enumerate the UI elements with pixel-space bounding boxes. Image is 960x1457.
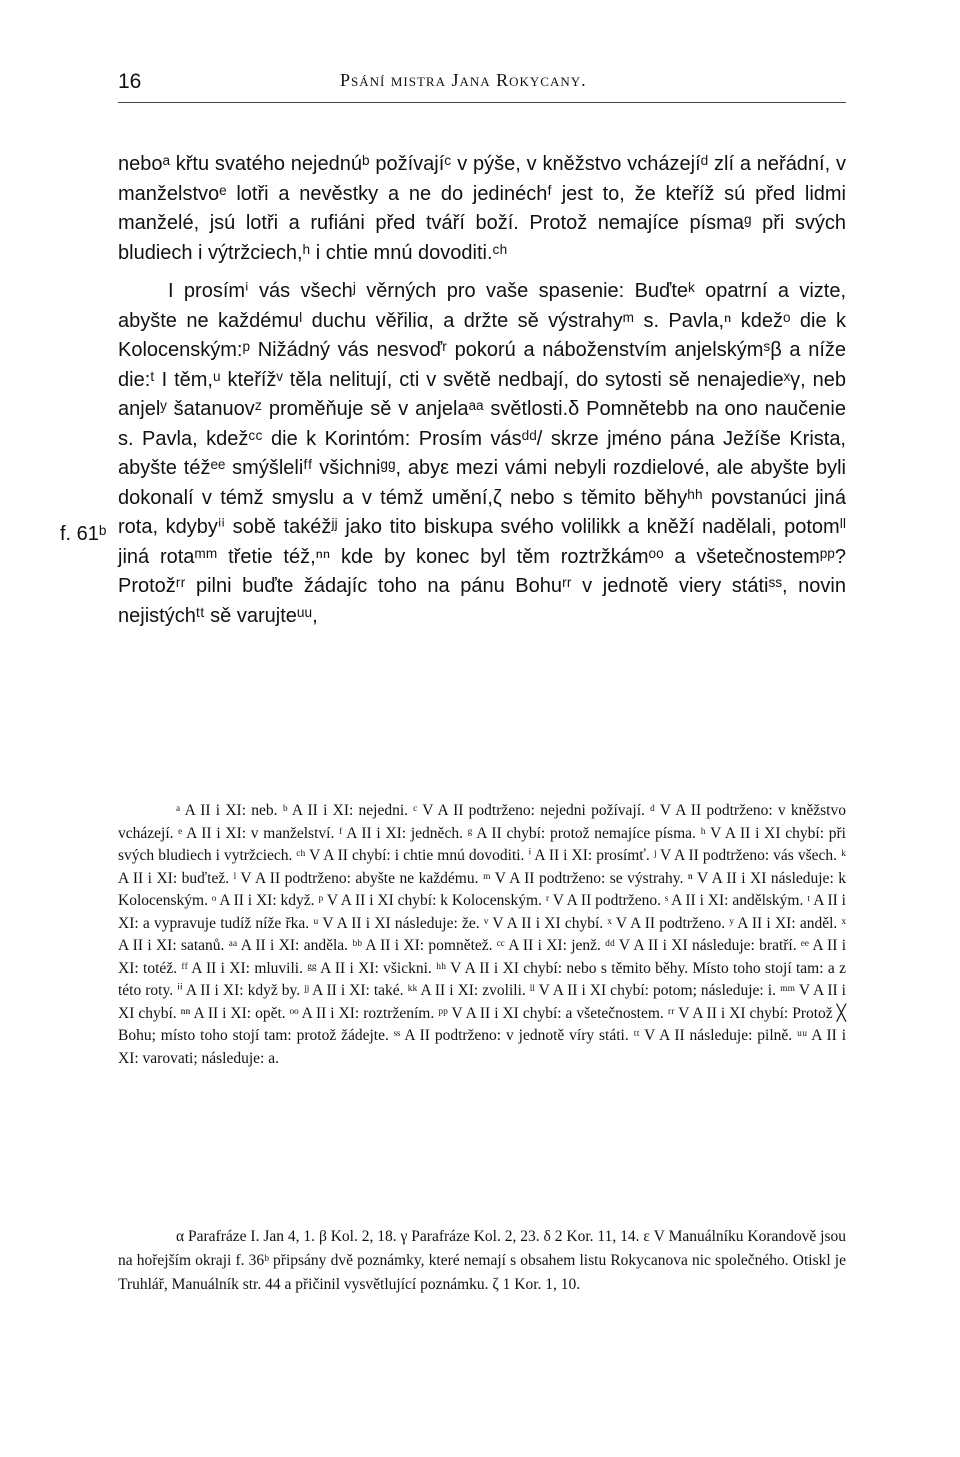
- page-number: 16: [118, 70, 142, 93]
- main-text: [118, 150, 846, 631]
- header-rule: [118, 102, 846, 103]
- paragraph-1: neboᵃ křtu svatého nejednúᵇ požívajíᶜ v pýše, v kněžstvo vcházejíᵈ zlí a neřádní, v manželstvoᵉ lotři a nevěstky a ne do jedinéchᶠ jest to, že kteříž sú před lidmi manželé, jsú lotři a rufiáni před tváří boží. Protož nemajíce písmaᵍ při svých bludiech i výtržciech,ʰ i chtie mnú dovoditi.ᶜʰ: [118, 153, 846, 264]
- critical-apparatus: [118, 800, 846, 1070]
- paragraph-2: I prosímⁱ vás všechʲ věrných pro vaše spasenie: Buďteᵏ opatrní a vizte, abyšte ne každémuˡ duchu věřiliα, a držte sě výstrahyᵐ s. Pavla,ⁿ kdežᵒ die k Kolocenským:ᵖ Nižádný vás nesvoďʳ pokorú a náboženstvím anjelskýmˢβ a níže die:ᵗ I těm,ᵘ kteřížᵛ těla nelitují, cti v světě nedbají, do sytosti sě nenajedieˣγ, neb anjelʸ šatanuovᶻ proměňuje sě v anjelaᵃᵃ světlosti.δ Pomnětebb na ono naučenie s. Pavla, kdežᶜᶜ die k Korintóm: Prosím vásᵈᵈ/ skrze jméno pána Ježíše Krista, abyšte téžᵉᵉ smýšleliᶠᶠ všichniᵍᵍ, abyε mezi vámi nebyli rozdielové, ale abyšte byli dokonalí v témž smyslu a v témž umění,ζ nebo s těmito běhyʰʰ povstanúci jiná rota, kdybyⁱⁱ sobě takéžʲʲ jako tito biskupa svého volilikk a kněží nadělali, potomˡˡ jiná rotaᵐᵐ třetie též,ⁿⁿ kde by konec byl těm roztržkámᵒᵒ a všetečnostemᵖᵖ? Protožʳʳ pilni buďte žádajíc toho na pánu Bohuʳʳ v jednotě viery státiˢˢ, novin nejistýchᵗᵗ sě varujteᵘᵘ,: [118, 280, 846, 627]
- footnotes-text: ᵃ A II i XI: neb. ᵇ A II i XI: nejedni. ᶜ V A II podtrženo: nejedni požívají. ᵈ V A II podtrženo: v kněžstvo vcházejí. ᵉ A II i XI: v manželství. ᶠ A II i XI: jedněch. ᵍ A II chybí: protož nemajíce písma. ʰ V A II i XI chybí: při svých bludiech i vytržciech. ᶜʰ V A II chybí: i chtie mnú dovoditi. ⁱ A II i XI: prosímť. ʲ V A II podtrženo: vás všech. ᵏ A II i XI: buďtež. ˡ V A II podtrženo: abyšte ne každému. ᵐ V A II podtrženo: se výstrahy. ⁿ V A II i XI následuje: k Kolocenským. ᵒ A II i XI: když. ᵖ V A II i XI chybí: k Kolocenským. ʳ V A II podtrženo. ˢ A II i XI: andělským. ᵗ A II i XI: a vypravuje tudíž níže řka. ᵘ V A II i XI následuje: že. ᵛ V A II i XI chybí. ˣ V A II podtrženo. ʸ A II i XI: anděl. ˣ A II i XI: satanů. ᵃᵃ A II i XI: anděla. ᵇᵇ A II i XI: pomnětež. ᶜᶜ A II i XI: jenž. ᵈᵈ V A II i XI následuje: bratří. ᵉᵉ A II i XI: totéž. ᶠᶠ A II i XI: mluvili. ᵍᵍ A II i XI: všickni. ʰʰ V A II i XI chybí: nebo s těmito běhy. Místo toho stojí tam: a z této roty. ⁱⁱ A II i XI: když by. ʲʲ A II i XI: také. ᵏᵏ A II i XI: zvolili. ˡˡ V A II i XI chybí: potom; následuje: i. ᵐᵐ V A II i XI chybí. ⁿⁿ A II i XI: opět. ᵒᵒ A II i XI: roztržením. ᵖᵖ V A II i XI chybí: a všetečnostem. ʳʳ V A II i XI chybí: Protož ╳ Bohu; místo toho stojí tam: protož žádejte. ˢˢ A II podtrženo: v jednotě víry státi. ᵗᵗ V A II následuje: pilně. ᵘᵘ A II i XI: varovati; následuje: a.: [118, 802, 846, 1067]
- folio-margin-note: f. 61ᵇ: [60, 523, 107, 545]
- references-text: α Parafráze I. Jan 4, 1. β Kol. 2, 18. γ Parafráze Kol. 2, 23. δ 2 Kor. 11, 14. ε V Manuálníku Korandově jsou na hořejším okraji f. 36ᵇ připsány dvě poznámky, které nemají s obsahem listu Rokycanova nic společného. Otiskl je Truhlář, Manuálník str. 44 a přičinil vysvětlující poznámku. ζ 1 Kor. 1, 10.: [118, 1228, 846, 1293]
- running-title: Psání mistra Jana Rokycany.: [340, 70, 587, 90]
- source-references: [118, 1225, 846, 1297]
- page-header: [118, 62, 846, 102]
